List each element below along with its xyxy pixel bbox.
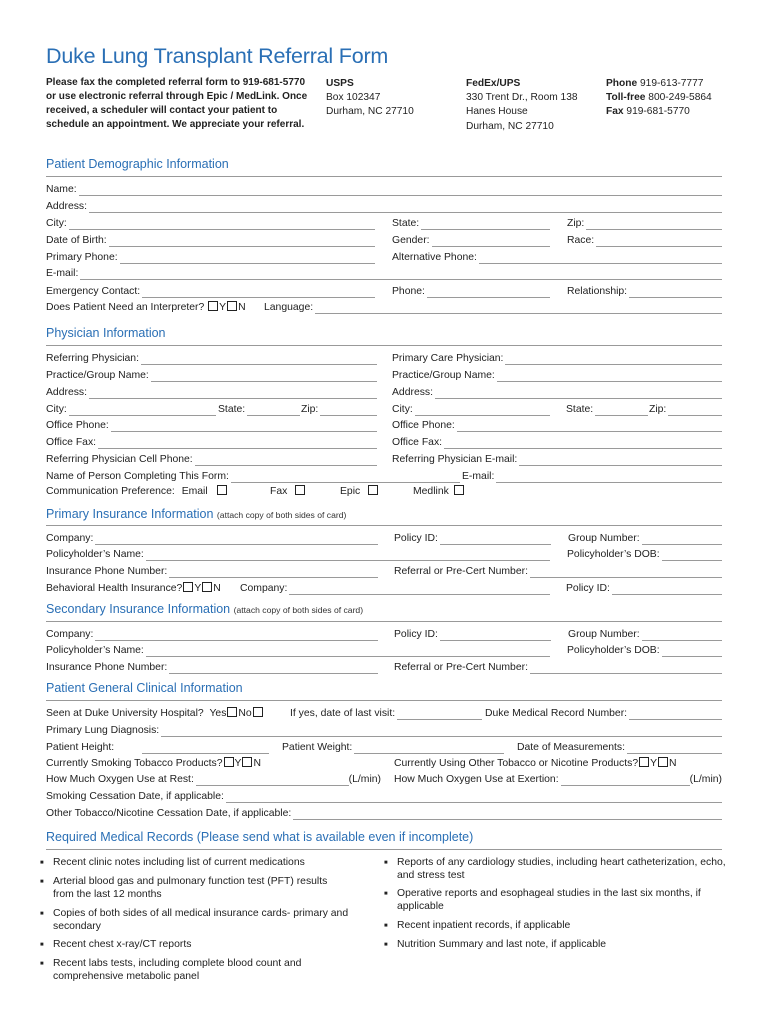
diagnosis-field[interactable]	[46, 723, 722, 737]
record-item: ■ Operative reports and esophageal studies in the last six months, if applicable	[384, 888, 714, 914]
address-input[interactable]	[89, 202, 722, 213]
phys-address-label: Address:	[46, 387, 88, 398]
state-label: State:	[392, 218, 420, 229]
prim-holder-label: Policyholder’s Name:	[46, 549, 144, 560]
records-heading: Required Medical Records (Please send what is available even if incomplete)	[46, 830, 474, 844]
practice-label: Practice/Group Name:	[46, 370, 149, 381]
state-field[interactable]	[392, 216, 550, 230]
o2-exertion-field[interactable]	[394, 772, 722, 786]
divider	[46, 621, 722, 622]
email-option-label: Email	[181, 486, 208, 497]
sec-holder-label: Policyholder’s Name:	[46, 645, 144, 656]
office-fax2-field[interactable]	[392, 435, 722, 449]
dob-label: Date of Birth:	[46, 235, 107, 246]
primary-insurance-title: Primary Insurance Information	[46, 507, 214, 521]
no-label: N	[213, 583, 221, 594]
behavioral-policy-label: Policy ID:	[566, 583, 610, 594]
relationship-field[interactable]	[567, 284, 722, 298]
fedex-line2: Hanes House	[466, 106, 528, 118]
weight-field[interactable]	[282, 740, 504, 754]
other-tobacco-field	[394, 756, 722, 770]
phys-zip-input[interactable]	[320, 405, 377, 416]
other-cessation-input[interactable]	[293, 809, 722, 820]
record-item: ■ Nutrition Summary and last note, if applicable	[384, 939, 714, 952]
sec-group-field[interactable]	[568, 627, 722, 641]
usps-line2: Durham, NC 27710	[326, 106, 414, 118]
emergency-phone-field[interactable]	[392, 284, 550, 298]
office-phone2-field[interactable]	[392, 418, 722, 432]
behavioral-company-field[interactable]	[240, 581, 550, 595]
practice2-label: Practice/Group Name:	[392, 370, 495, 381]
record-item: ■ Recent inpatient records, if applicable	[384, 920, 714, 933]
office-phone2-input[interactable]	[457, 421, 722, 432]
emergency-phone-label: Phone:	[392, 286, 425, 297]
sec-precert-label: Referral or Pre-Cert Number:	[394, 662, 528, 673]
sec-company-label: Company:	[46, 629, 94, 640]
address-field[interactable]	[46, 199, 722, 213]
zip-field[interactable]	[567, 216, 722, 230]
primary-phone-field[interactable]	[46, 250, 375, 264]
intro-text: Please fax the completed referral form to 919-681-5770 or use electronic referral through Epic / MedLink. Once received, a scheduler will contact your patient to schedule an appointment. We appreciate your referral.	[46, 77, 308, 130]
behavioral-policy-field[interactable]	[566, 581, 722, 595]
tollfree-label: Toll-free	[606, 92, 646, 104]
completing-field[interactable]	[46, 469, 460, 483]
pcp-input[interactable]	[505, 354, 722, 365]
record-item: ■ Reports of any cardiology studies, including heart catheterization, echo, and stress test	[384, 857, 729, 883]
last-visit-label: If yes, date of last visit:	[290, 708, 396, 719]
secondary-insurance-note: (attach copy of both sides of card)	[233, 605, 364, 615]
race-field[interactable]	[567, 233, 722, 247]
fax-option	[270, 485, 306, 497]
sec-group-input[interactable]	[642, 630, 722, 641]
other-cessation-label: Other Tobacco/Nicotine Cessation Date, if applicable:	[46, 808, 292, 819]
dob-field[interactable]	[46, 233, 375, 247]
primary-phone-input[interactable]	[120, 253, 375, 264]
sec-holder-dob-label: Policyholder’s DOB:	[567, 645, 660, 656]
o2-rest-field[interactable]	[46, 772, 381, 786]
sec-policy-label: Policy ID:	[394, 629, 438, 640]
office-fax-field[interactable]	[46, 435, 377, 449]
yes-label: Y	[194, 583, 202, 594]
demographic-heading: Patient Demographic Information	[46, 157, 229, 171]
emergency-label: Emergency Contact:	[46, 286, 141, 297]
lmin-unit: (L/min)	[348, 774, 381, 785]
divider	[46, 525, 722, 526]
sec-holder-dob-field[interactable]	[567, 643, 722, 657]
emergency-field[interactable]	[46, 284, 375, 298]
state-input[interactable]	[421, 219, 550, 230]
primary-insurance-note: (attach copy of both sides of card)	[216, 510, 347, 520]
phys-city2-input[interactable]	[415, 405, 550, 416]
language-label: Language:	[264, 302, 314, 313]
practice-field[interactable]	[46, 368, 377, 382]
behavioral-no-checkbox[interactable]	[202, 582, 212, 592]
prim-group-label: Group Number:	[568, 533, 640, 544]
yes-label: Y	[219, 302, 227, 313]
lmin-unit: (L/min)	[689, 774, 722, 785]
physician-heading: Physician Information	[46, 326, 166, 340]
o2-rest-label: How Much Oxygen Use at Rest:	[46, 774, 194, 785]
office-fax2-input[interactable]	[444, 438, 722, 449]
office-phone2-label: Office Phone:	[392, 420, 455, 431]
diagnosis-label: Primary Lung Diagnosis:	[46, 725, 160, 736]
city-field[interactable]	[46, 216, 375, 230]
last-visit-field[interactable]	[290, 706, 482, 720]
usps-address	[326, 77, 414, 120]
gender-label: Gender:	[392, 235, 430, 246]
race-label: Race:	[567, 235, 595, 246]
phys-zip-field[interactable]	[301, 402, 377, 416]
prim-precert-label: Referral or Pre-Cert Number:	[394, 566, 528, 577]
sec-company-field[interactable]	[46, 627, 378, 641]
date-measurements-label: Date of Measurements:	[517, 742, 625, 753]
mrn-label: Duke Medical Record Number:	[485, 708, 628, 719]
date-measurements-field[interactable]	[517, 740, 722, 754]
interpreter-field	[46, 300, 266, 314]
fedex-address	[466, 77, 578, 134]
pcp-label: Primary Care Physician:	[392, 353, 504, 364]
seen-at-duke-field	[46, 706, 286, 720]
phys-zip2-input[interactable]	[668, 405, 722, 416]
phys-address2-input[interactable]	[435, 388, 722, 399]
phys-state2-label: State:	[566, 404, 594, 415]
smoking-field	[46, 756, 286, 770]
dob-input[interactable]	[109, 236, 375, 247]
prim-ins-phone-field[interactable]	[46, 564, 378, 578]
gender-input[interactable]	[432, 236, 550, 247]
prim-holder-dob-label: Policyholder’s DOB:	[567, 549, 660, 560]
seen-label: Seen at Duke University Hospital?	[46, 708, 204, 719]
no-label: No	[238, 708, 252, 719]
phys-email-input[interactable]	[519, 455, 722, 466]
sec-ins-phone-input[interactable]	[169, 663, 378, 674]
clinical-heading: Patient General Clinical Information	[46, 681, 243, 695]
phys-state-input[interactable]	[247, 405, 300, 416]
name-field[interactable]	[46, 182, 722, 196]
behavioral-yes-checkbox[interactable]	[183, 582, 193, 592]
phys-city-label: City:	[46, 404, 67, 415]
phys-zip-label: Zip:	[301, 404, 319, 415]
tollfree-number: 800-249-5864	[648, 92, 712, 104]
phys-address-field[interactable]	[46, 385, 377, 399]
phone-label: Phone	[606, 78, 638, 89]
phys-city-field[interactable]	[46, 402, 216, 416]
prim-policy-field[interactable]	[394, 531, 551, 545]
prim-ins-phone-input[interactable]	[169, 567, 378, 578]
completing-email-field[interactable]	[462, 469, 722, 483]
office-phone-input[interactable]	[111, 421, 377, 432]
email-label: E-mail:	[46, 268, 79, 279]
city-label: City:	[46, 218, 67, 229]
height-input[interactable]	[142, 743, 269, 754]
record-item: ■ Recent labs tests, including complete blood count and comprehensive metabolic panel	[40, 958, 330, 984]
prim-policy-label: Policy ID:	[394, 533, 438, 544]
zip-label: Zip:	[567, 218, 585, 229]
secondary-insurance-title: Secondary Insurance Information	[46, 602, 231, 616]
prim-holder-dob-field[interactable]	[567, 547, 722, 561]
comm-label: Communication Preference:	[46, 486, 175, 497]
divider	[46, 176, 722, 177]
referring-physician-label: Referring Physician:	[46, 353, 139, 364]
phys-state2-input[interactable]	[595, 405, 648, 416]
medlink-checkbox[interactable]	[454, 485, 464, 495]
record-item: ■ Arterial blood gas and pulmonary function test (PFT) results from the last 12 months	[40, 876, 350, 902]
fax-number: 919-681-5770	[626, 106, 690, 118]
completing-email-label: E-mail:	[462, 471, 495, 482]
sec-ins-phone-label: Insurance Phone Number:	[46, 662, 168, 673]
practice2-field[interactable]	[392, 368, 722, 382]
smoking-yes-checkbox[interactable]	[224, 757, 234, 767]
referring-physician-field[interactable]	[46, 351, 377, 365]
sec-ins-phone-field[interactable]	[46, 660, 378, 674]
last-visit-input[interactable]	[397, 709, 482, 720]
fax-option-label: Fax	[270, 486, 288, 497]
sec-holder-field[interactable]	[46, 643, 550, 657]
other-cessation-field[interactable]	[46, 806, 722, 820]
weight-input[interactable]	[354, 743, 504, 754]
sec-company-input[interactable]	[95, 630, 378, 641]
o2-rest-input[interactable]	[196, 775, 349, 786]
prim-holder-dob-input[interactable]	[662, 550, 722, 561]
name-input[interactable]	[79, 185, 722, 196]
epic-option-label: Epic	[340, 486, 361, 497]
phys-city2-label: City:	[392, 404, 413, 415]
no-label: N	[238, 302, 246, 313]
phone-number: 919-613-7777	[639, 78, 704, 89]
phys-zip2-label: Zip:	[649, 404, 667, 415]
cessation-input[interactable]	[226, 792, 722, 803]
zip-input[interactable]	[586, 219, 722, 230]
phys-city-input[interactable]	[69, 405, 216, 416]
communication-preference	[46, 485, 228, 497]
page-title: Duke Lung Transplant Referral Form	[46, 44, 389, 68]
cell-phone-label: Referring Physician Cell Phone:	[46, 454, 193, 465]
contact-info	[606, 77, 712, 120]
prim-group-input[interactable]	[642, 534, 722, 545]
height-label: Patient Height:	[46, 742, 115, 753]
phys-zip2-field[interactable]	[649, 402, 722, 416]
height-field[interactable]	[46, 740, 269, 754]
prim-holder-field[interactable]	[46, 547, 550, 561]
medlink-option	[413, 485, 465, 497]
divider	[46, 345, 722, 346]
sec-precert-input[interactable]	[530, 663, 722, 674]
behavioral-label: Behavioral Health Insurance?	[46, 583, 183, 594]
no-label: N	[253, 758, 261, 769]
referring-physician-input[interactable]	[141, 354, 377, 365]
interpreter-label: Does Patient Need an Interpreter?	[46, 302, 205, 313]
completing-email-input[interactable]	[496, 472, 722, 483]
other-tobacco-label: Currently Using Other Tobacco or Nicotine Products?	[394, 758, 639, 769]
email-input[interactable]	[80, 269, 722, 280]
prim-company-input[interactable]	[95, 534, 378, 545]
pcp-field[interactable]	[392, 351, 722, 365]
primary-phone-label: Primary Phone:	[46, 252, 118, 263]
office-fax-input[interactable]	[98, 438, 377, 449]
relationship-label: Relationship:	[567, 286, 628, 297]
prim-holder-input[interactable]	[146, 550, 550, 561]
o2-exertion-input[interactable]	[561, 775, 690, 786]
record-item: ■ Recent chest x-ray/CT reports	[40, 939, 350, 952]
prim-company-label: Company:	[46, 533, 94, 544]
other-tobacco-yes-checkbox[interactable]	[639, 757, 649, 767]
behavioral-company-label: Company:	[240, 583, 288, 594]
fedex-line3: Durham, NC 27710	[466, 120, 554, 132]
weight-label: Patient Weight:	[282, 742, 353, 753]
seen-no-checkbox[interactable]	[253, 707, 263, 717]
alt-phone-input[interactable]	[479, 253, 722, 264]
emergency-input[interactable]	[142, 287, 375, 298]
prim-ins-phone-label: Insurance Phone Number:	[46, 566, 168, 577]
completing-input[interactable]	[231, 472, 460, 483]
office-fax2-label: Office Fax:	[392, 437, 443, 448]
prim-company-field[interactable]	[46, 531, 378, 545]
practice-input[interactable]	[151, 371, 377, 382]
divider	[46, 849, 722, 850]
medlink-option-label: Medlink	[413, 486, 449, 497]
phys-city2-field[interactable]	[392, 402, 550, 416]
yes-label: Yes	[209, 708, 227, 719]
interpreter-no-checkbox[interactable]	[227, 301, 237, 311]
office-fax-label: Office Fax:	[46, 437, 97, 448]
interpreter-yes-checkbox[interactable]	[208, 301, 218, 311]
office-phone-field[interactable]	[46, 418, 377, 432]
cell-phone-input[interactable]	[195, 455, 377, 466]
mrn-input[interactable]	[629, 709, 722, 720]
email-checkbox[interactable]	[217, 485, 227, 495]
relationship-input[interactable]	[629, 287, 722, 298]
completing-label: Name of Person Completing This Form:	[46, 471, 229, 482]
phys-address2-label: Address:	[392, 387, 434, 398]
epic-checkbox[interactable]	[368, 485, 378, 495]
practice2-input[interactable]	[497, 371, 722, 382]
usps-line1: Box 102347	[326, 92, 381, 104]
language-input[interactable]	[315, 303, 722, 314]
usps-label: USPS	[326, 78, 354, 89]
sec-holder-input[interactable]	[146, 646, 550, 657]
prim-policy-input[interactable]	[440, 534, 551, 545]
gender-field[interactable]	[392, 233, 550, 247]
smoking-no-checkbox[interactable]	[242, 757, 252, 767]
behavioral-company-input[interactable]	[289, 584, 550, 595]
alt-phone-label: Alternative Phone:	[392, 252, 477, 263]
behavioral-field	[46, 581, 236, 595]
race-input[interactable]	[596, 236, 722, 247]
cessation-field[interactable]	[46, 789, 722, 803]
no-label: N	[669, 758, 677, 769]
sec-group-label: Group Number:	[568, 629, 640, 640]
other-tobacco-no-checkbox[interactable]	[658, 757, 668, 767]
diagnosis-input[interactable]	[161, 726, 722, 737]
primary-insurance-heading	[46, 507, 346, 521]
phys-email-field[interactable]	[392, 452, 722, 466]
emergency-phone-input[interactable]	[427, 287, 550, 298]
record-item: ■ Copies of both sides of all medical insurance cards- primary and secondary	[40, 908, 350, 934]
sec-holder-dob-input[interactable]	[662, 646, 722, 657]
sec-precert-field[interactable]	[394, 660, 722, 674]
phys-state-label: State:	[218, 404, 246, 415]
o2-exertion-label: How Much Oxygen Use at Exertion:	[394, 774, 559, 785]
prim-group-field[interactable]	[568, 531, 722, 545]
prim-precert-input[interactable]	[530, 567, 722, 578]
epic-option	[340, 485, 379, 497]
office-phone-label: Office Phone:	[46, 420, 109, 431]
mrn-field[interactable]	[485, 706, 722, 720]
address-label: Address:	[46, 201, 88, 212]
fax-label: Fax	[606, 106, 624, 118]
phys-email-label: Referring Physician E-mail:	[392, 454, 518, 465]
cessation-label: Smoking Cessation Date, if applicable:	[46, 791, 224, 802]
record-item: ■ Recent clinic notes including list of current medications	[40, 857, 350, 870]
fedex-label: FedEx/UPS	[466, 78, 521, 89]
sec-policy-input[interactable]	[440, 630, 551, 641]
divider	[46, 700, 722, 701]
phys-state2-field[interactable]	[566, 402, 648, 416]
seen-yes-checkbox[interactable]	[227, 707, 237, 717]
secondary-insurance-heading	[46, 602, 363, 616]
fedex-line1: 330 Trent Dr., Room 138	[466, 92, 578, 104]
alt-phone-field[interactable]	[392, 250, 722, 264]
smoking-label: Currently Smoking Tobacco Products?	[46, 758, 223, 769]
yes-label: Y	[234, 758, 242, 769]
prim-precert-field[interactable]	[394, 564, 722, 578]
phys-address2-field[interactable]	[392, 385, 722, 399]
cell-phone-field[interactable]	[46, 452, 377, 466]
name-label: Name:	[46, 184, 77, 195]
city-input[interactable]	[69, 219, 375, 230]
yes-label: Y	[650, 758, 658, 769]
email-field[interactable]	[46, 266, 722, 280]
behavioral-policy-input[interactable]	[612, 584, 722, 595]
fax-checkbox[interactable]	[295, 485, 305, 495]
sec-policy-field[interactable]	[394, 627, 551, 641]
phys-state-field[interactable]	[218, 402, 300, 416]
date-measurements-input[interactable]	[627, 743, 722, 754]
phys-address-input[interactable]	[89, 388, 377, 399]
language-field[interactable]	[264, 300, 722, 314]
